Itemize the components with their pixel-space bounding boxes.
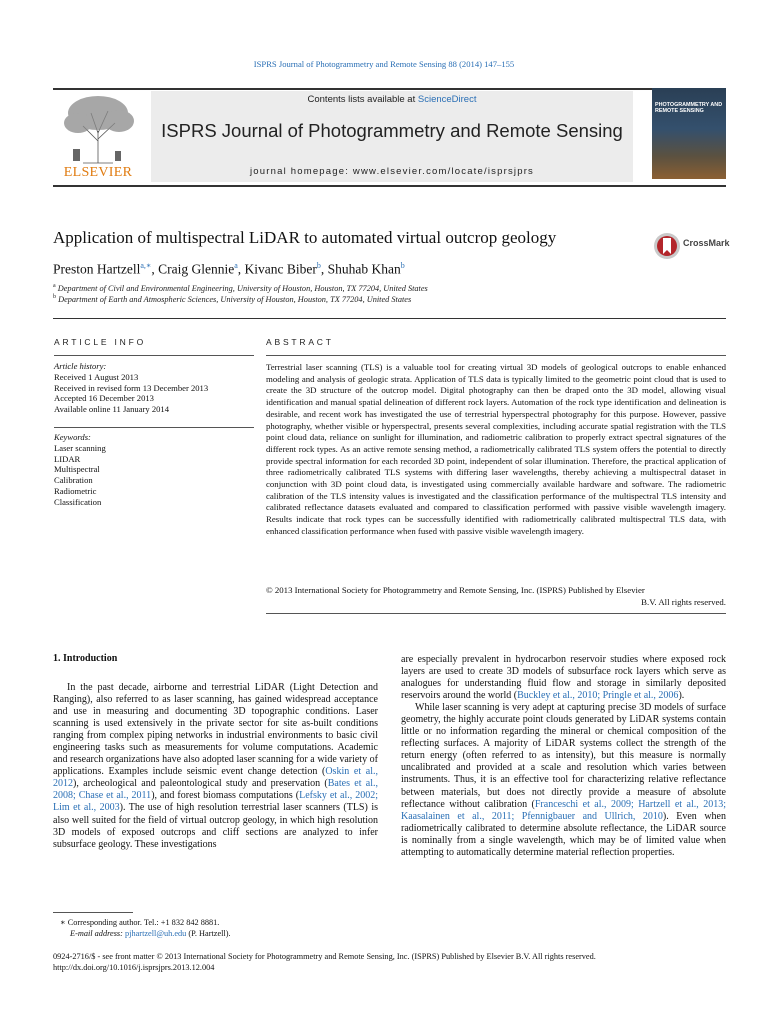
footnote-rule [53,912,133,913]
body-text: While laser scanning is very adept at capturing precise 3D models of surface geometry, the highly accurate point clouds generated by LiDAR systems contain little or no information regarding the mineral or chemical composition of the reflecting surfaces. A majority of LiDAR systems collect the strength of the return energy (often referred to as intensity), but this measure is normally uncalibrated and provided at a scale and resolution which varies between instruments. Thus, it is an effective tool for characterizing relative reflectance between materials, but does not directly provide a measure of absolute reflectance without calibration ( [401,702,726,810]
keywords-label: Keywords: [54,432,91,442]
affiliation-b [53,294,411,304]
corresponding-author-note: ∗ Corresponding author. Tel.: +1 832 842 8881. [60,918,220,927]
affiliation-text: Department of Earth and Atmospheric Sciences, University of Houston, Houston, TX 77204, United States [58,294,412,304]
affiliation-marker: a [53,283,56,289]
keywords-rule [54,427,254,428]
header-top-rule [53,88,726,90]
journal-title: ISPRS Journal of Photogrammetry and Remote Sensing [161,120,623,141]
citation-link[interactable]: Lefsky et al., 2002; Lim et al., 2003 [53,790,379,814]
email-suffix: (P. Hartzell). [186,929,231,938]
author-separator: , [151,261,159,277]
keyword: LIDAR [54,453,81,464]
article-title: Application of multispectral LiDAR to automated virtual outcrop geology [53,228,557,247]
doi-link[interactable]: http://dx.doi.org/10.1016/j.isprsjprs.2013.12.004 [53,963,215,972]
cover-title: PHOTOGRAMMETRY AND REMOTE SENSING [655,102,723,114]
keyword: Classification [54,496,102,507]
intro-right-column [401,654,726,859]
section-divider [53,318,726,319]
author-name[interactable]: Craig Glennie [158,261,235,277]
journal-cover-thumbnail[interactable] [652,88,726,179]
keyword: Calibration [54,475,93,486]
sciencedirect-link[interactable]: ScienceDirect [417,94,477,105]
article-history-label: Article history: [54,361,107,371]
author-affiliation-marker[interactable]: b [400,261,405,270]
author-separator: , [237,261,245,277]
keyword: Laser scanning [54,442,106,453]
abstract-rule [266,355,726,356]
article-info-rule [54,355,254,356]
citation-link[interactable]: Bates et al., 2008; Chase et al., 2011 [53,778,379,802]
contents-available-line [151,94,633,105]
author-name[interactable]: Preston Hartzell [53,261,141,277]
copyright-line-2: B.V. All rights reserved. [641,596,726,607]
abstract-bottom-rule [266,613,726,614]
citation-link[interactable]: Buckley et al., 2010; Pringle et al., 2006 [517,690,679,702]
issn-line: 0924-2716/$ - see front matter © 2013 International Society for Photogrammetry and Remote Sensing, Inc. (ISPRS) Published by Elsevier B.V. All rights reserved. [53,952,596,961]
paragraph [401,654,726,702]
elsevier-wordmark: ELSEVIER [63,165,133,180]
abstract-copyright [266,585,726,608]
crossmark-label[interactable]: CrossMark [683,238,730,248]
affiliation-a [53,283,428,293]
keywords-block [54,432,106,508]
introduction-heading: 1. Introduction [53,653,118,664]
abstract-text: Terrestrial laser scanning (TLS) is a valuable tool for creating virtual 3D models of geological outcrops to enable enhanced modeling and analysis of geologic strata. Application of TLS data is typically limited to the geometric point cloud that is used to create the 3D structure of the outcrop model. Digital photography can then be draped onto the 3D model, allowing visual identification and manual spatial delineation of different rock layers. Automation of the rock type identification and delineation is desirable, and recent work has investigated the use of terrestrial hyperspectral photography for this purpose. However, passive photography, whether visible or hyperspectral, presents several complexities, including accurate spatial registration with the TLS point cloud data, reliance on sunlight for illumination, and radiometric calibration to properly extract spectral signatures of the different rock types. As an active remote sensing method, a radiometrically calibrated TLS system offers the potential to directly provide spectral information for each recorded 3D point, independent of solar illumination. Therefore, the practical application of three radiometrically calibrated TLS systems with differing laser wavelengths, thereby achieving a multispectral dataset in conjunction with 3D point cloud data, is investigated using commercially available hardware and software. The radiometric calibration of the TLS intensity values is investigated and the classification performance of the multispectral TLS intensity and calibrated reflectance datasets evaluated and compared to classification performed with passive visible wavelength imagery. Results indicate that rock types can be successfully identified with radiometrically calibrated multispectral TLS data, with enhanced classification performance when fused with passive visible wavelength imagery. [266,362,726,536]
author-affiliation-marker[interactable]: a [234,261,238,270]
body-text: In the past decade, airborne and terrestrial LiDAR (Light Detection and Ranging), also referred to as laser scanning, has gained widespread acceptance and use in measuring and documenting 3D topographic conditions. Laser scanning is used extensively in the private sector for site as-built conditions ranging from complex piping networks in industrial environments to basic civil engineering tasks such as measurements for volume computations. Academic and research organizations have also adopted laser scanning for a wide variety of applications. Examples include seismic event change detection ( [53,682,378,778]
intro-left-column [53,682,378,851]
keyword: Multispectral [54,464,100,475]
author-name[interactable]: Kivanc Biber [244,261,317,277]
crossmark-icon[interactable] [652,231,682,261]
affiliation-text: Department of Civil and Environmental Engineering, University of Houston, Houston, TX 77204, United States [57,283,428,293]
body-text: ), archeological and paleontological study and preservation ( [73,778,328,790]
email-note [70,929,231,938]
body-text: ). [678,690,685,702]
abstract-heading: ABSTRACT [266,337,334,347]
email-label: E-mail address: [70,929,123,938]
header-bottom-rule [53,185,726,187]
history-item: Accepted 16 December 2013 [54,393,154,404]
author-affiliation-marker[interactable]: a,∗ [140,261,152,270]
author-name[interactable]: Shuhab Khan [327,261,401,277]
citation-link[interactable]: Oskin et al., 2012 [53,766,378,790]
article-history [54,361,208,415]
contents-prefix: Contents lists available at [307,94,416,105]
copyright-line-1: © 2013 International Society for Photogrammetry and Remote Sensing, Inc. (ISPRS) Published by Elsevier [266,585,645,595]
author-separator: , [320,261,328,277]
paragraph [401,702,726,859]
body-text: are especially prevalent in hydrocarbon reservoir studies where exposed rock layers are used to create 3D models of subsurface rock layers which serve as analogues for understanding fluid flow and storage in similarly deposited reservoirs around the world ( [401,654,726,702]
journal-reference[interactable]: ISPRS Journal of Photogrammetry and Remote Sensing 88 (2014) 147–155 [253,59,515,69]
author-affiliation-marker[interactable]: b [316,261,321,270]
author-list [53,261,405,278]
body-text: ), and forest biomass computations ( [151,790,300,802]
body-text: ). Even when radiometrically calibrated to determine absolute reflectance, the LiDAR source is nominally from a single wavelength, which may be of limited value when attempting to automatically determine material reflection properties. [401,810,726,858]
keyword: Radiometric [54,485,97,496]
article-info-heading: ARTICLE INFO [54,337,147,347]
affiliation-marker: b [53,294,56,300]
journal-homepage[interactable]: journal homepage: www.elsevier.com/locate/isprsjprs [249,166,535,177]
body-text: ). The use of high resolution terrestrial laser scanners (TLS) is also well suited for the field of virtual outcrop geology, in which high resolution 3D models of exposed outcrops and cliff sections are analyzed to infer subsurface geology. These investigations [53,802,378,850]
history-item: Received 1 August 2013 [54,371,139,382]
history-item: Received in revised form 13 December 2013 [54,382,209,393]
citation-link[interactable]: Franceschi et al., 2009; Hartzell et al., 2013; Kaasalainen et al., 2011; Pfennigbauer and Ullrich, 2010 [401,798,726,822]
history-item: Available online 11 January 2014 [54,404,170,415]
email-link[interactable]: pjhartzell@uh.edu [125,929,187,938]
